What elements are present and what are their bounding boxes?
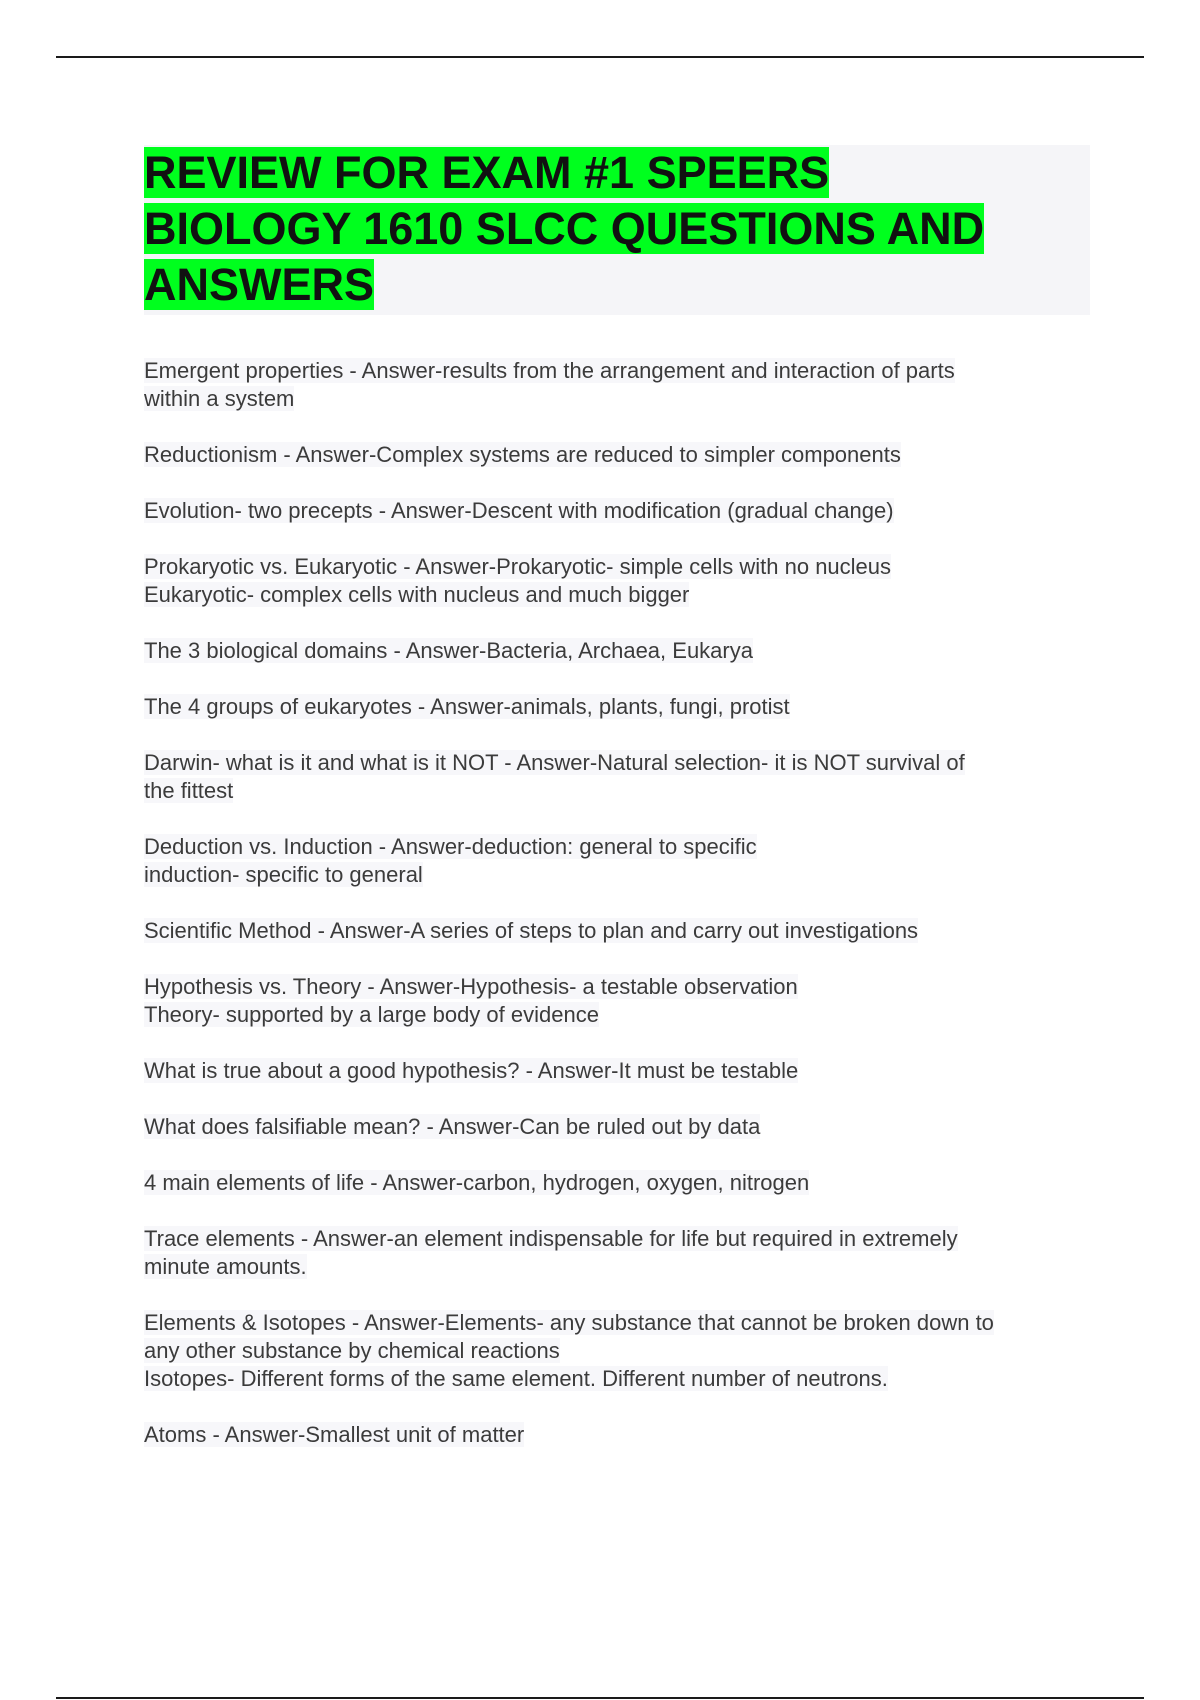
qa-item — [144, 1057, 1090, 1085]
qa-item — [144, 1113, 1090, 1141]
qa-item — [144, 441, 1090, 469]
qa-line: The 4 groups of eukaryotes - Answer-animals, plants, fungi, protist — [144, 694, 790, 719]
qa-item — [144, 973, 1090, 1029]
qa-item — [144, 917, 1090, 945]
qa-line: The 3 biological domains - Answer-Bacteria, Archaea, Eukarya — [144, 638, 753, 663]
qa-item — [144, 637, 1090, 665]
title-line: BIOLOGY 1610 SLCC QUESTIONS AND — [144, 203, 985, 254]
qa-line: What does falsifiable mean? - Answer-Can be ruled out by data — [144, 1114, 761, 1139]
qa-item — [144, 1309, 1090, 1393]
qa-item — [144, 1225, 1090, 1281]
qa-line: Deduction vs. Induction - Answer-deduction: general to specific — [144, 834, 757, 859]
qa-line: Atoms - Answer-Smallest unit of matter — [144, 1422, 525, 1447]
qa-line: within a system — [144, 386, 295, 411]
qa-line: any other substance by chemical reactions — [144, 1338, 560, 1363]
qa-line: Evolution- two precepts - Answer-Descent with modification (gradual change) — [144, 498, 894, 523]
qa-line: Eukaryotic- complex cells with nucleus and much bigger — [144, 582, 690, 607]
qa-item — [144, 1421, 1090, 1449]
qa-item — [144, 833, 1090, 889]
qa-line: Reductionism - Answer-Complex systems are reduced to simpler components — [144, 442, 901, 467]
qa-item — [144, 553, 1090, 609]
document-title — [144, 145, 1090, 315]
qa-line: Darwin- what is it and what is it NOT - Answer-Natural selection- it is NOT survival of — [144, 750, 965, 775]
qa-line: Hypothesis vs. Theory - Answer-Hypothesis- a testable observation — [144, 974, 798, 999]
qa-list — [144, 357, 1090, 1449]
document-body — [144, 145, 1090, 1477]
title-line: ANSWERS — [144, 259, 375, 310]
qa-line: minute amounts. — [144, 1254, 307, 1279]
qa-line: Emergent properties - Answer-results from the arrangement and interaction of parts — [144, 358, 955, 383]
title-line: REVIEW FOR EXAM #1 SPEERS — [144, 147, 830, 198]
qa-line: Trace elements - Answer-an element indispensable for life but required in extremely — [144, 1226, 958, 1251]
qa-item — [144, 1169, 1090, 1197]
qa-line: What is true about a good hypothesis? - Answer-It must be testable — [144, 1058, 799, 1083]
qa-line: the fittest — [144, 778, 234, 803]
bottom-rule — [56, 1697, 1144, 1699]
qa-line: Isotopes- Different forms of the same element. Different number of neutrons. — [144, 1366, 888, 1391]
top-rule — [56, 56, 1144, 58]
qa-line: Scientific Method - Answer-A series of steps to plan and carry out investigations — [144, 918, 919, 943]
qa-line: Prokaryotic vs. Eukaryotic - Answer-Prokaryotic- simple cells with no nucleus — [144, 554, 892, 579]
qa-line: Elements & Isotopes - Answer-Elements- any substance that cannot be broken down to — [144, 1310, 994, 1335]
qa-item — [144, 693, 1090, 721]
qa-line: 4 main elements of life - Answer-carbon, hydrogen, oxygen, nitrogen — [144, 1170, 810, 1195]
qa-line: Theory- supported by a large body of evidence — [144, 1002, 599, 1027]
qa-item — [144, 357, 1090, 413]
qa-line: induction- specific to general — [144, 862, 423, 887]
qa-item — [144, 497, 1090, 525]
qa-item — [144, 749, 1090, 805]
